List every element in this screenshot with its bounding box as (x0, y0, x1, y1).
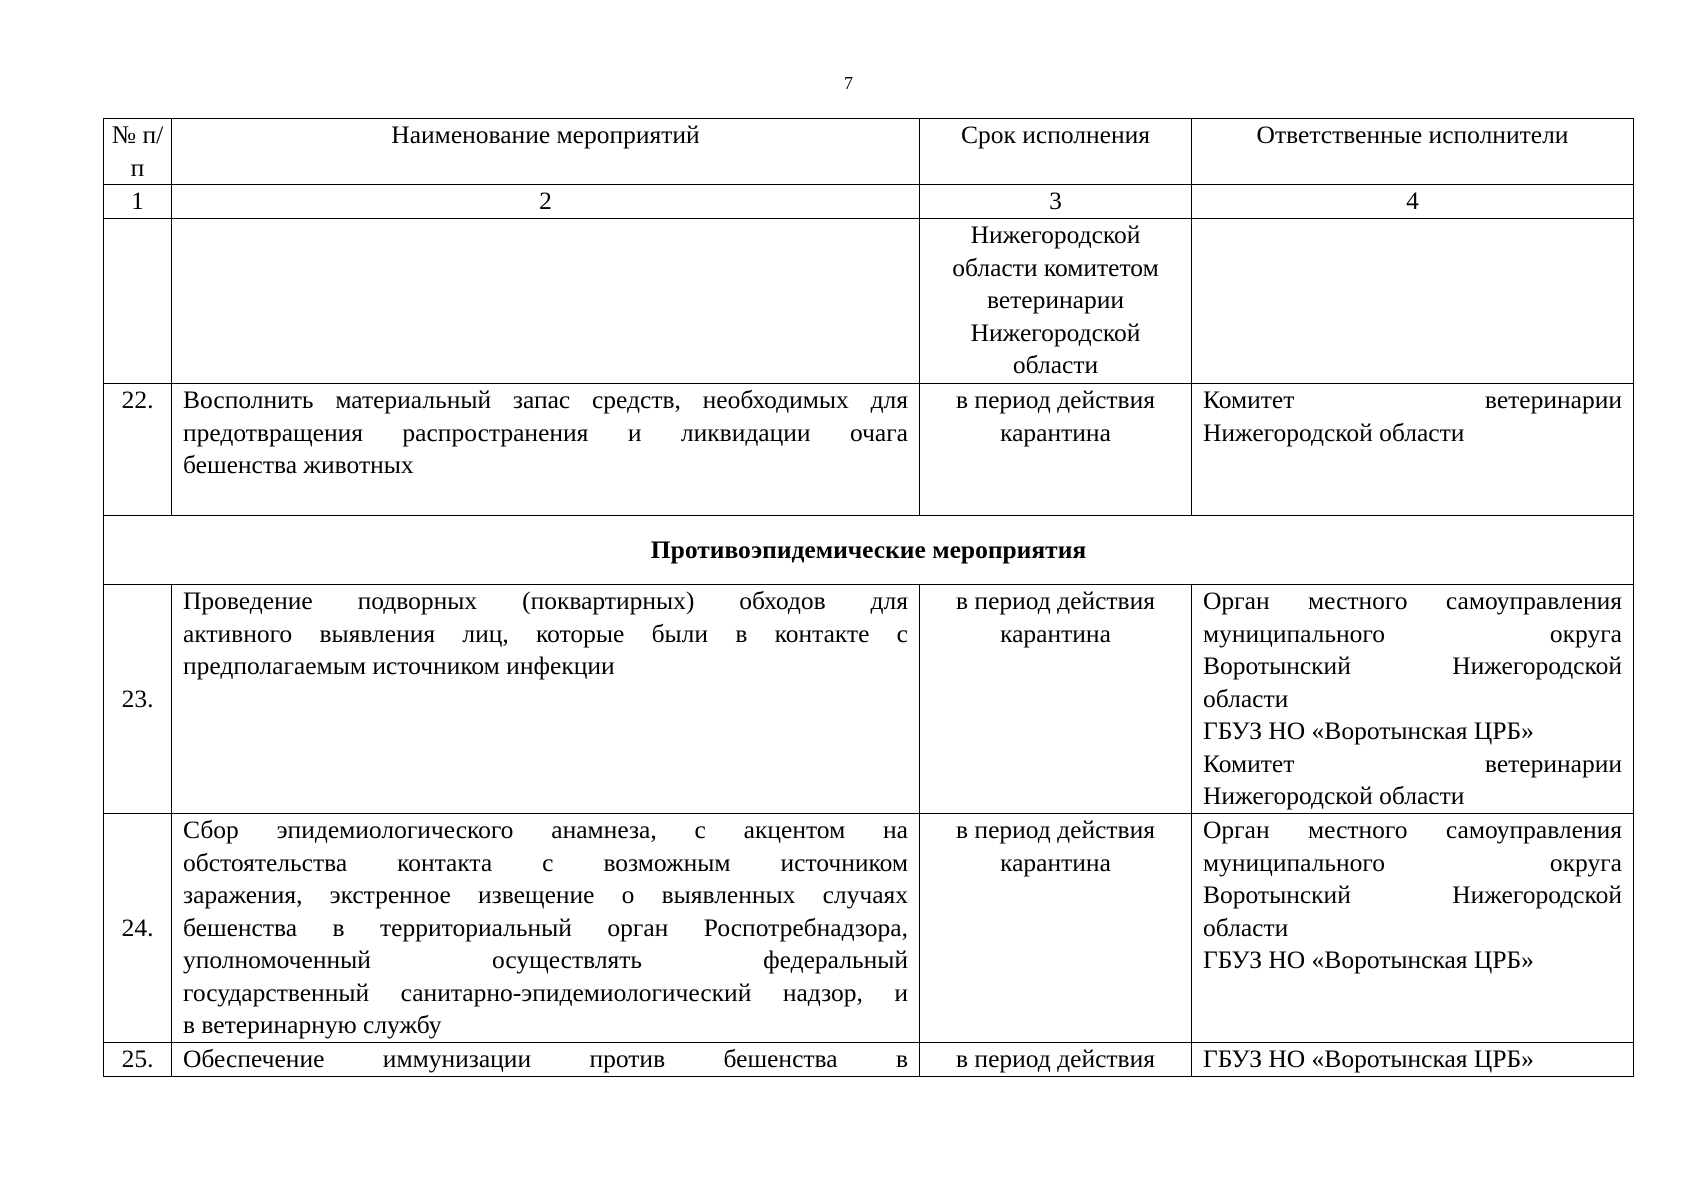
responsible-line: области (1203, 683, 1289, 713)
row-number: 24. (104, 814, 172, 1043)
name-line: бешенства животных (183, 450, 414, 479)
responsible-line: Воротынский Нижегородской (1203, 880, 1622, 909)
deadline-line: ветеринарии (986, 285, 1125, 314)
name-line: государственный санитарно-эпидемиологический надзор, и (183, 977, 908, 1007)
row-deadline-cell (920, 585, 1192, 814)
responsible-line: Воротынский Нижегородской (1203, 651, 1622, 680)
deadline-line: Нижегородской (970, 317, 1141, 347)
row-num-cell (104, 219, 172, 384)
deadline-line: в период действия (956, 1044, 1155, 1073)
deadline-line: карантина (1000, 847, 1111, 877)
name-line: Восполнить материальный запас средств, необходимых для (183, 385, 908, 414)
deadline-line: области комитетом (952, 252, 1159, 282)
deadline-line: области (1012, 350, 1099, 379)
table-row-23 (104, 585, 1634, 814)
name-line: бешенства в территориальный орган Роспотребнадзора, (183, 912, 908, 942)
row-deadline-cell (920, 1043, 1192, 1077)
responsible-line: Нижегородской области (1203, 781, 1465, 810)
table-row-22 (104, 384, 1634, 516)
row-deadline-cell (920, 814, 1192, 1043)
responsible-line: Нижегородской области (1203, 417, 1465, 447)
row-number: 23. (104, 585, 172, 814)
header-deadline: Срок исполнения (920, 119, 1192, 185)
responsible-line: области (1203, 912, 1289, 942)
name-line: предполагаемым источником инфекции (183, 651, 615, 680)
row-responsible-cell (1192, 1043, 1634, 1077)
measures-table (103, 118, 1634, 1077)
row-name-cell (172, 585, 920, 814)
name-line: в ветеринарную службу (183, 1010, 442, 1039)
row-deadline-cell (920, 219, 1192, 384)
row-number: 22. (104, 384, 172, 516)
deadline-line: в период действия (956, 586, 1155, 615)
responsible-line: муниципального округа (1203, 618, 1622, 648)
table-header-row (104, 119, 1634, 185)
section-row (104, 516, 1634, 585)
column-number: 2 (172, 185, 920, 219)
header-responsible: Ответственные исполнители (1192, 119, 1634, 185)
row-name-cell (172, 814, 920, 1043)
column-number-row (104, 185, 1634, 219)
responsible-line: Комитет ветеринарии (1203, 748, 1622, 778)
row-number: 25. (104, 1043, 172, 1077)
name-line: обстоятельства контакта с возможным источником (183, 847, 908, 877)
table-row-25 (104, 1043, 1634, 1077)
table-row-continuation (104, 219, 1634, 384)
header-num: № п/п (104, 119, 172, 185)
deadline-line: Нижегородской (970, 220, 1141, 249)
section-title: Противоэпидемические мероприятия (104, 516, 1634, 585)
column-number: 4 (1192, 185, 1634, 219)
row-name-cell (172, 1043, 920, 1077)
name-line: Сбор эпидемиологического анамнеза, с акцентом на (183, 815, 908, 844)
responsible-line: муниципального округа (1203, 847, 1622, 877)
responsible-line: ГБУЗ НО «Воротынская ЦРБ» (1203, 945, 1534, 974)
responsible-line: ГБУЗ НО «Воротынская ЦРБ» (1203, 716, 1534, 745)
deadline-line: карантина (1000, 618, 1111, 648)
responsible-line: ГБУЗ НО «Воротынская ЦРБ» (1203, 1044, 1534, 1073)
column-number: 3 (920, 185, 1192, 219)
deadline-line: в период действия (956, 815, 1155, 844)
name-line: активного выявления лиц, которые были в контакте с (183, 618, 908, 648)
deadline-line: карантина (1000, 417, 1111, 447)
row-name-cell (172, 219, 920, 384)
deadline-line: в период действия (956, 385, 1155, 414)
row-responsible-cell (1192, 219, 1634, 384)
name-line: Обеспечение иммунизации против бешенства в (183, 1044, 908, 1073)
responsible-line: Орган местного самоуправления (1203, 815, 1622, 844)
column-number: 1 (104, 185, 172, 219)
header-name: Наименование мероприятий (172, 119, 920, 185)
row-responsible-cell (1192, 384, 1634, 516)
responsible-line: Орган местного самоуправления (1203, 586, 1622, 615)
table-row-24 (104, 814, 1634, 1043)
name-line: уполномоченный осуществлять федеральный (183, 945, 908, 974)
row-name-cell (172, 384, 920, 516)
row-responsible-cell (1192, 814, 1634, 1043)
row-deadline-cell (920, 384, 1192, 516)
name-line: Проведение подворных (поквартирных) обходов для (183, 586, 908, 615)
name-line: предотвращения распространения и ликвидации очага (183, 417, 908, 447)
name-line: заражения, экстренное извещение о выявленных случаях (183, 880, 908, 909)
row-responsible-cell (1192, 585, 1634, 814)
page-number: 7 (844, 73, 853, 93)
responsible-line: Комитет ветеринарии (1203, 385, 1622, 414)
